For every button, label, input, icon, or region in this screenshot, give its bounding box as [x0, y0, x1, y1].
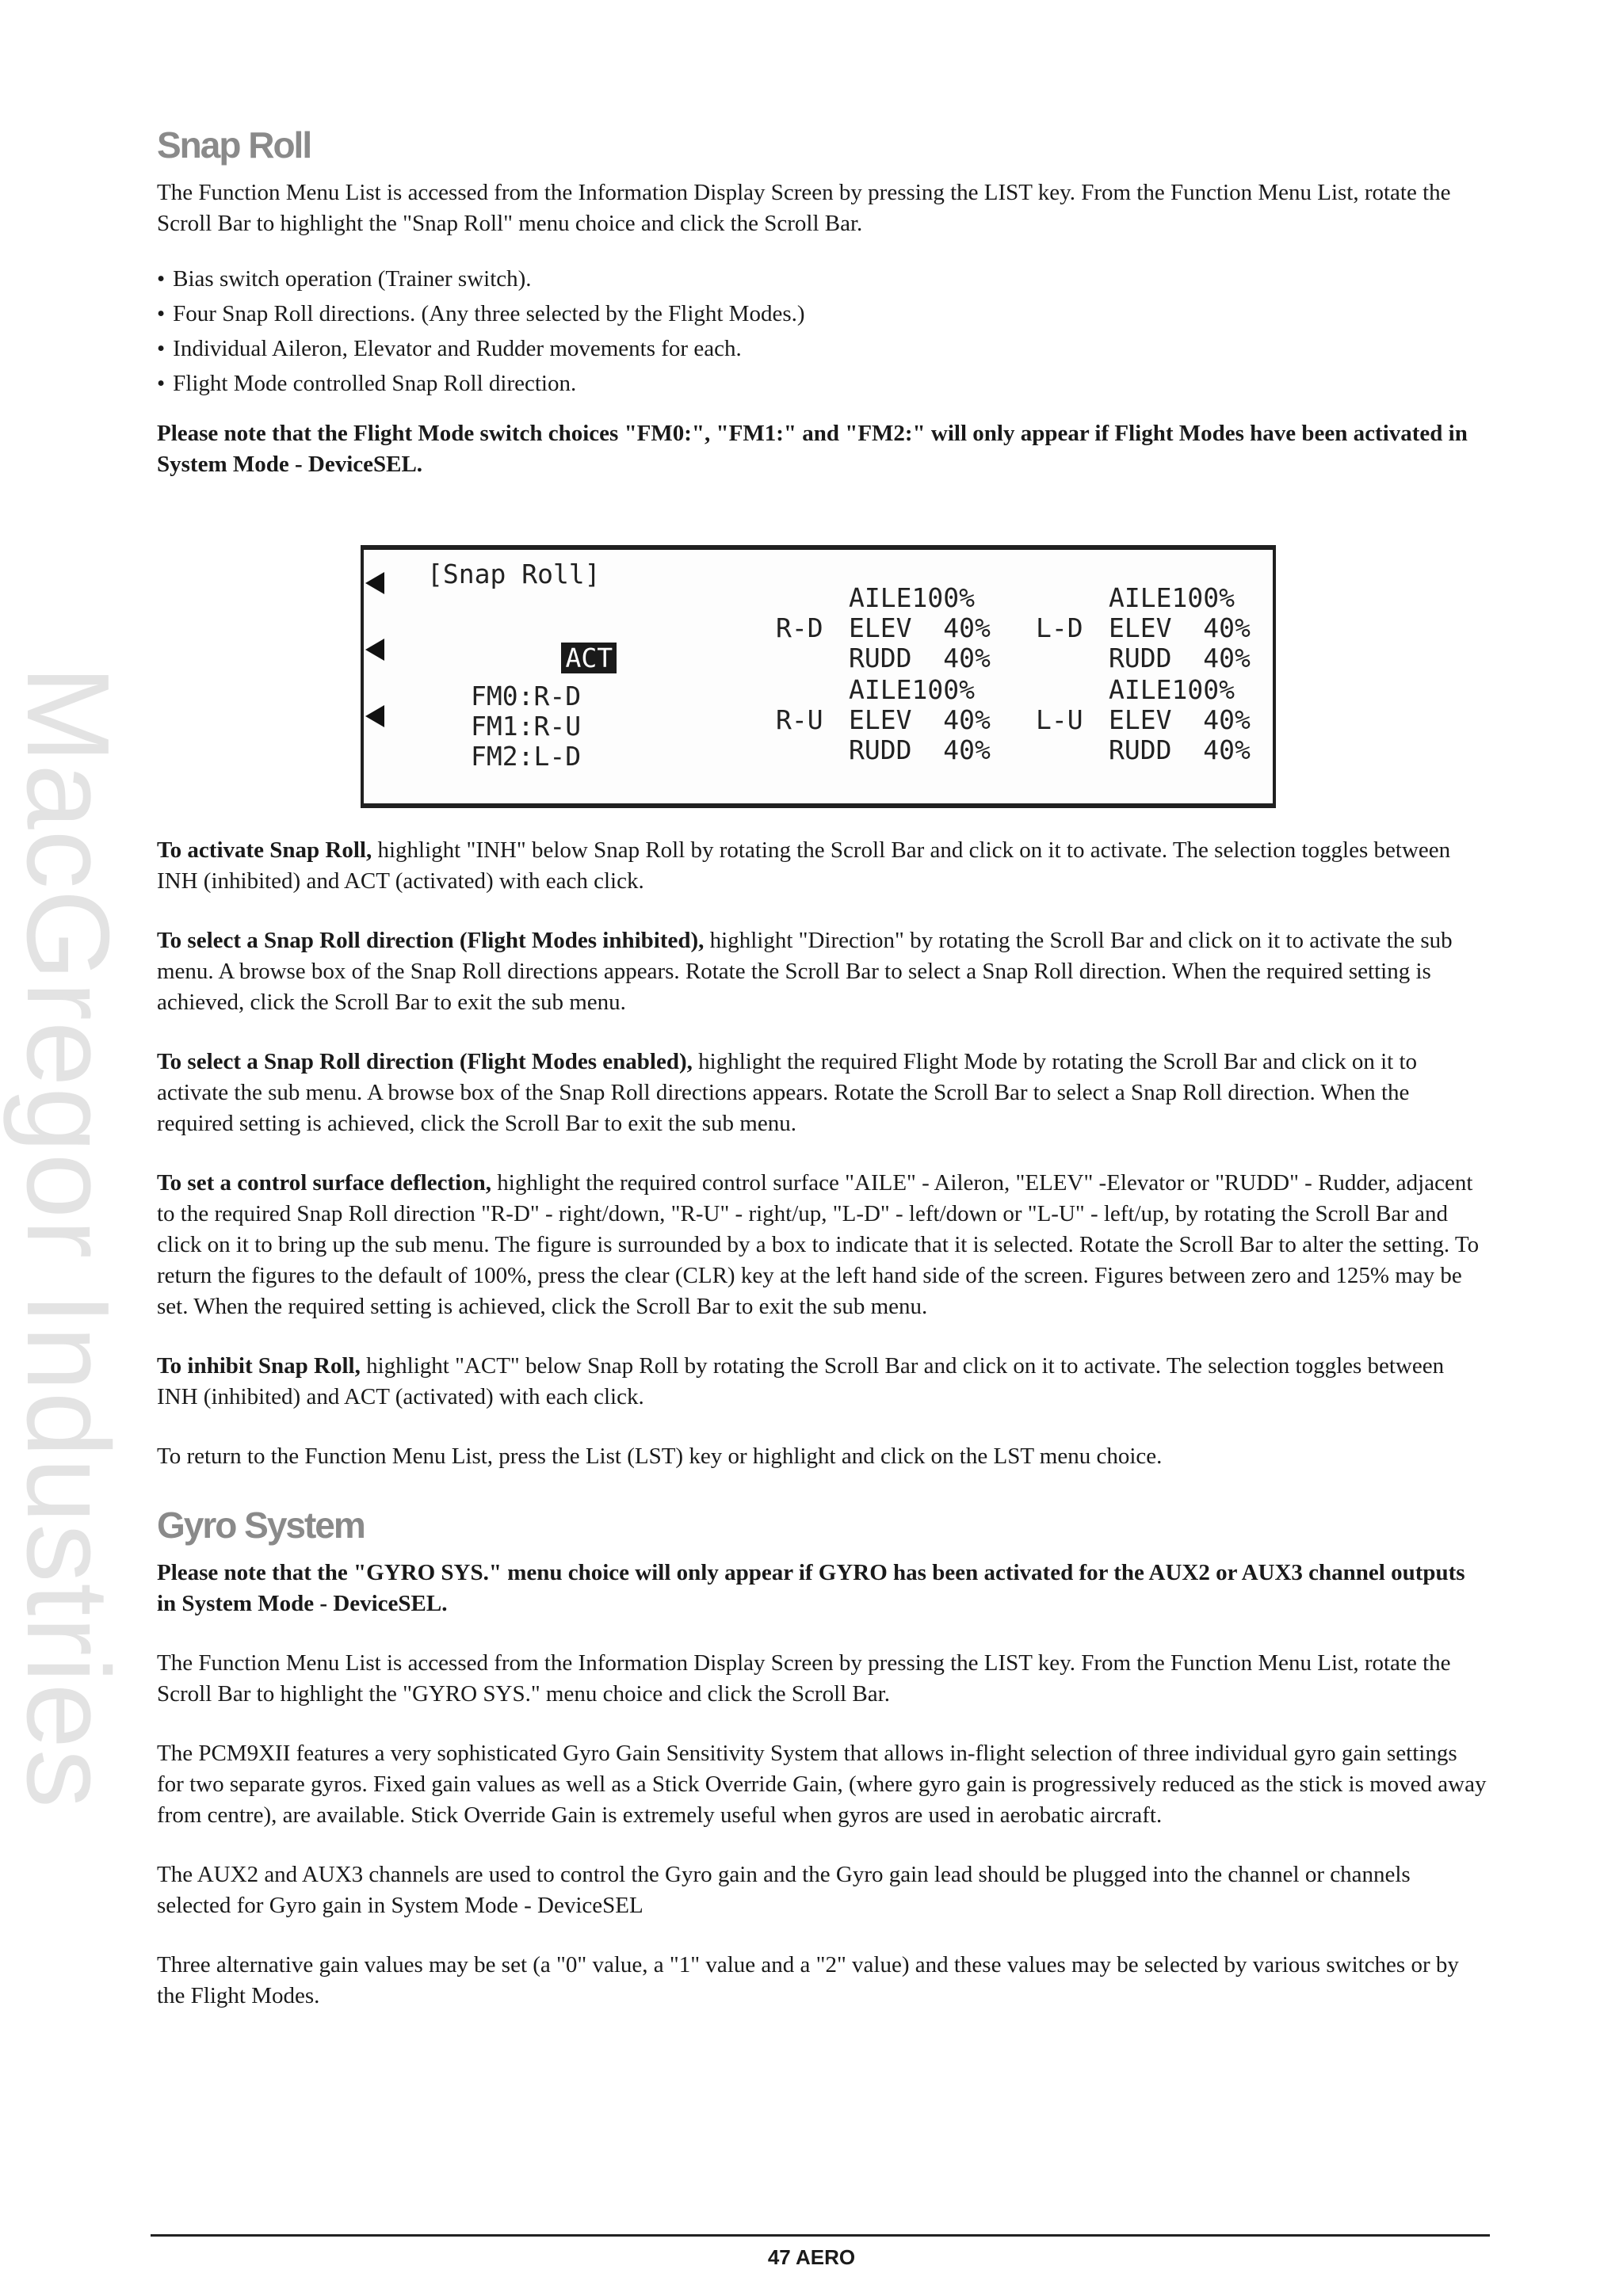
- snap-roll-intro: The Function Menu List is accessed from the Information Display Screen by pressing the LIST key. From the Function Menu List, rotate the Scroll Bar to highlight the "Snap Roll" menu choice and click the Scroll Bar.: [157, 180, 1451, 236]
- lcd-ru-elev[interactable]: ELEV 40%: [849, 704, 991, 735]
- lcd-title: [Snap Roll]: [427, 559, 601, 589]
- lcd-fm0[interactable]: FM0:R-D: [471, 681, 582, 711]
- lcd-ld-aile[interactable]: AILE100%: [1109, 582, 1235, 613]
- lcd-fm2[interactable]: FM2:L-D: [471, 741, 582, 772]
- snap-roll-heading: Snap Roll: [157, 124, 311, 166]
- list-item: • Bias switch operation (Trainer switch).: [157, 261, 1488, 296]
- lcd-rd-aile[interactable]: AILE100%: [849, 582, 975, 613]
- footer-divider: [151, 2234, 1490, 2237]
- paragraph-lead: To select a Snap Roll direction (Flight Modes enabled),: [157, 1049, 693, 1074]
- paragraph-activate: [157, 835, 1488, 897]
- snap-roll-lcd-screen: [361, 545, 1276, 808]
- paragraph-deflection: [157, 1168, 1488, 1322]
- lcd-fm1[interactable]: FM1:R-U: [471, 711, 582, 742]
- paragraph-inhibit: [157, 1351, 1488, 1413]
- gyro-paragraph: The AUX2 and AUX3 channels are used to control the Gyro gain and the Gyro gain lead should be plugged into the channel or channels selected for Gyro gain in System Mode - DeviceSEL: [157, 1862, 1411, 1918]
- paragraph-text: highlight "ACT" below Snap Roll by rotating the Scroll Bar and click on it to activate. The selection toggles between INH (inhibited) and ACT (activated) with each click.: [157, 1353, 1445, 1409]
- paragraph-lead: To inhibit Snap Roll,: [157, 1353, 361, 1379]
- paragraph-direction-enabled: [157, 1047, 1488, 1139]
- page-number: 47 AERO: [767, 2245, 856, 2269]
- paragraph-lead: To set a control surface deflection,: [157, 1170, 492, 1196]
- lcd-ld-rudd[interactable]: RUDD 40%: [1109, 643, 1251, 673]
- gyro-paragraph: The Function Menu List is accessed from the Information Display Screen by pressing the LIST key. From the Function Menu List, rotate the Scroll Bar to highlight the "GYRO SYS." menu choice and click the Scroll Bar.: [157, 1650, 1451, 1707]
- return-text: To return to the Function Menu List, press the List (LST) key or highlight and click on the LST menu choice.: [157, 1444, 1163, 1469]
- paragraph-direction-inhibited: [157, 925, 1488, 1018]
- lcd-rd-label: R-D: [776, 612, 823, 643]
- paragraph-lead: To select a Snap Roll direction (Flight Modes inhibited),: [157, 928, 705, 953]
- list-item: • Flight Mode controlled Snap Roll direction.: [157, 366, 1488, 401]
- lcd-ld-elev[interactable]: ELEV 40%: [1109, 612, 1251, 643]
- lcd-ru-aile[interactable]: AILE100%: [849, 674, 975, 705]
- lcd-rd-rudd[interactable]: RUDD 40%: [849, 643, 991, 673]
- paragraph-lead: To activate Snap Roll,: [157, 837, 372, 863]
- paragraph-text: highlight "Direction" by rotating the Scroll Bar and click on it to activate the sub menu. A browse box of the Snap Roll directions appears. Rotate the Scroll Bar to select a Snap Roll direction. When the required setting is achieved, click the Scroll Bar to exit the sub menu.: [157, 928, 1453, 1015]
- gyro-note: Please note that the "GYRO SYS." menu choice will only appear if GYRO has been activated for the AUX2 or AUX3 channel outputs in System Mode - DeviceSEL.: [157, 1560, 1465, 1616]
- gyro-system-heading: Gyro System: [157, 1505, 365, 1546]
- paragraph-text: highlight "INH" below Snap Roll by rotating the Scroll Bar and click on it to activate. The selection toggles between INH (inhibited) and ACT (activated) with each click.: [157, 837, 1451, 894]
- gyro-paragraph: The PCM9XII features a very sophisticated Gyro Gain Sensitivity System that allows in-flight selection of three individual gyro gain settings for two separate gyros. Fixed gain values as well as a Stick Override Gain, (where gyro gain is progressively reduced as the stick is moved away from centre), are available. Stick Override Gain is extremely useful when gyros are used in aerobatic aircraft.: [157, 1741, 1487, 1828]
- lcd-ru-label: R-U: [776, 704, 823, 735]
- paragraph-text: highlight the required Flight Mode by rotating the Scroll Bar and click on it to activate the sub menu. A browse box of the Snap Roll directions appears. Rotate the Scroll Bar to select a Snap Roll direction. When the required setting is achieved, click the Scroll Bar to exit the sub menu.: [157, 1049, 1418, 1136]
- lcd-lu-elev[interactable]: ELEV 40%: [1109, 704, 1251, 735]
- lcd-ld-label: L-D: [1036, 612, 1083, 643]
- lcd-lu-rudd[interactable]: RUDD 40%: [1109, 734, 1251, 765]
- left-arrow-icon: [365, 572, 384, 594]
- page-content: [157, 119, 1488, 2012]
- left-arrow-icon: [365, 705, 384, 727]
- left-arrow-icon: [365, 639, 384, 661]
- list-item: • Individual Aileron, Elevator and Rudder movements for each.: [157, 331, 1488, 366]
- flight-mode-note: Please note that the Flight Mode switch choices "FM0:", "FM1:" and "FM2:" will only appear if Flight Modes have been activated in System Mode - DeviceSEL.: [157, 421, 1468, 477]
- list-item: • Four Snap Roll directions. (Any three selected by the Flight Modes.): [157, 296, 1488, 331]
- lcd-rd-elev[interactable]: ELEV 40%: [849, 612, 991, 643]
- lcd-lu-aile[interactable]: AILE100%: [1109, 674, 1235, 705]
- gyro-paragraph: Three alternative gain values may be set (a "0" value, a "1" value and a "2" value) and these values may be selected by various switches or by the Flight Modes.: [157, 1952, 1459, 2008]
- lcd-lu-label: L-U: [1036, 704, 1083, 735]
- lcd-ru-rudd[interactable]: RUDD 40%: [849, 734, 991, 765]
- feature-list: [157, 261, 1488, 401]
- watermark: MacGregor Industries: [2, 666, 133, 1809]
- lcd-status-act[interactable]: ACT: [561, 643, 617, 673]
- paragraph-text: highlight the required control surface "AILE" - Aileron, "ELEV" -Elevator or "RUDD" - Rudder, adjacent to the required Snap Roll direction "R-D" - right/down, "R-U" - right/up, "L-D" - left/down or "L-U" - left/up, by rotating the Scroll Bar and click on it to bring up the sub menu. The figure is surrounded by a box to indicate that it is selected. Rotate the Scroll Bar to alter the setting. To return the figures to the default of 100%, press the clear (CLR) key at the left hand side of the screen. Figures between zero and 125% may be set. When the required setting is achieved, click the Scroll Bar to exit the sub menu.: [157, 1170, 1480, 1319]
